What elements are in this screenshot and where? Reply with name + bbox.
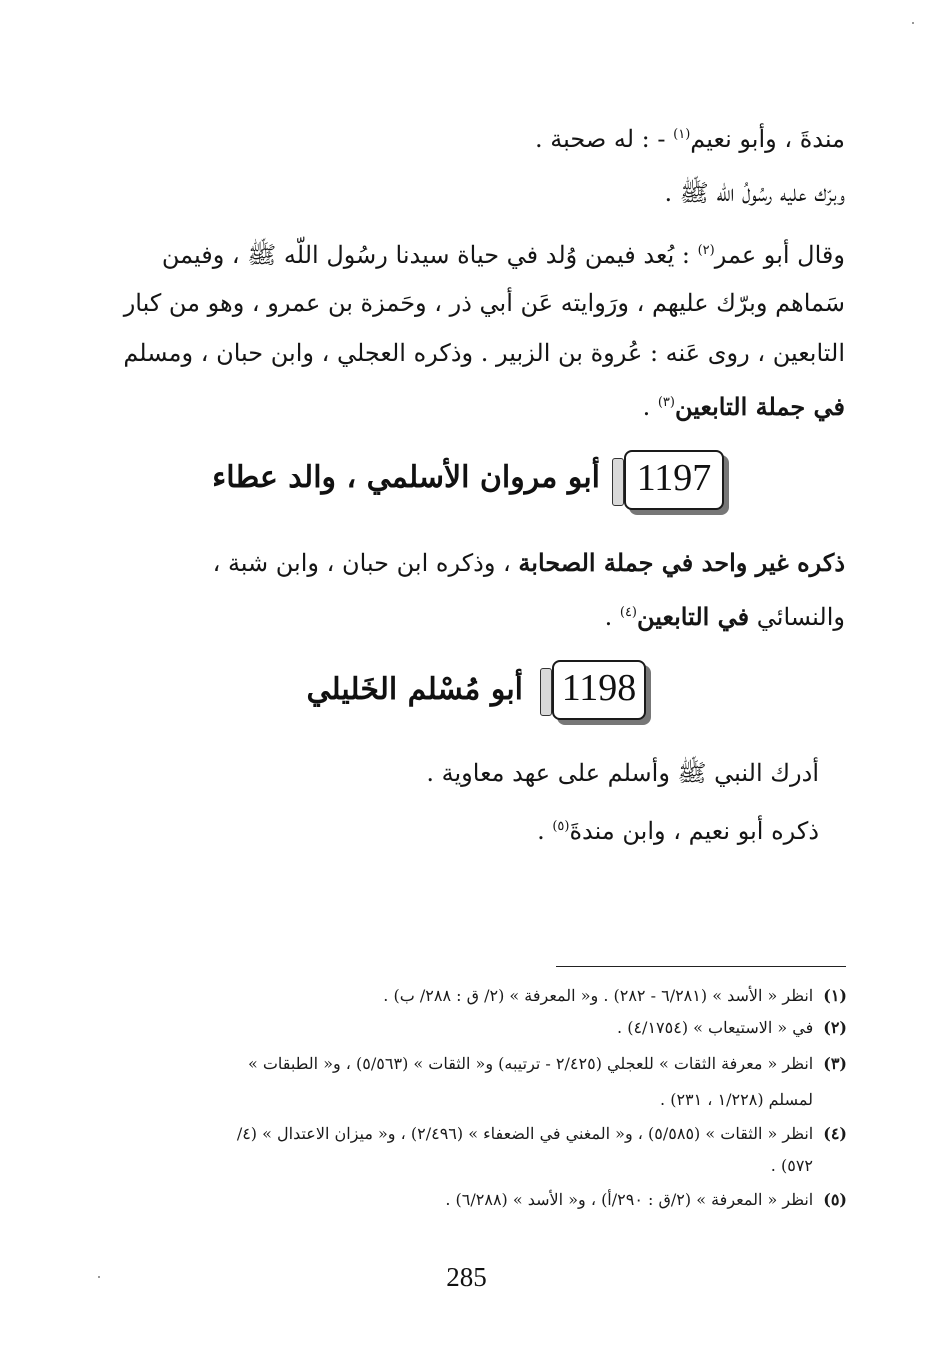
entry-title-1198: أبو مُسْلم الخَليلي: [306, 672, 523, 707]
body-line-6: في جملة التابعين$^{(٣)}$ .: [642, 392, 845, 421]
footnote-ref-3[interactable]: (٣): [657, 395, 675, 410]
body-line-3: وقال أبو عمر$^{(٢)}$ : يُعد فيمن وُلد في حياة سيدنا رسُول اللّه ﷺ ، وفيمن: [161, 241, 845, 269]
entry-number: 1198: [561, 667, 637, 709]
footnote-4-cont: ٥٧٢) .: [770, 1156, 813, 1175]
entry-1198-line-1: أدرك النبي ﷺ وأسلم على عهد معاوية .: [426, 759, 819, 787]
footnote-ref-2[interactable]: (٢): [697, 243, 715, 258]
body-line-4: سَماهم وبرّك عليهم ، ورَوايته عَن أبي ذر ، وحَمزة بن عمرو ، وهو من كبار: [123, 289, 845, 317]
body-line-5: التابعين ، روى عَنه : عُروة بن الزبير . وذكره العجلي ، وابن حبان ، ومسلم: [123, 339, 845, 367]
footnote-1: (١)انظر « الأسد » (٦/٢٨١ - ٢٨٢) . و« المعرفة » (٢/ ق : ٢٨٨/ ب) .: [383, 986, 847, 1005]
footnote-ref-1[interactable]: (١): [673, 127, 691, 142]
entry-box-bar: [540, 668, 552, 716]
footnote-ref-4[interactable]: (٤): [619, 605, 637, 620]
scan-speck: [912, 22, 914, 24]
entry-number: 1197: [636, 457, 712, 499]
entry-1198-line-2: ذكره أبو نعيم ، وابن مندةَ$^{(٥)}$ .: [537, 817, 819, 845]
entry-number-box-1197: [624, 450, 724, 510]
body-line-2: وبرّك عليه رسُولُ اللّه ﷺ .: [664, 179, 845, 207]
entry-number-box-1198: [552, 660, 646, 720]
entry-1197-line-1: ذكره غير واحد في جملة الصحابة ، وذكره ابن حبان ، وابن شبة ،: [212, 548, 845, 577]
footnote-5: (٥)انظر « المعرفة » (٢/ق : ٢٩٠/أ) ، و« الأسد » (٦/٢٨٨) .: [445, 1190, 847, 1209]
footnote-separator: [556, 966, 846, 967]
entry-1197-line-2: والنسائي في التابعين$^{(٤)}$ .: [604, 602, 845, 631]
entry-title-1197: أبو مروان الأسلمي ، والد عطاء: [212, 460, 600, 495]
footnote-4: (٤)انظر « الثقات » (٥/٥٨٥) ، و« المغني في الضعفاء » (٢/٤٩٦) ، و« ميزان الاعتدال » (٤/: [236, 1124, 847, 1143]
page-number: 285: [446, 1262, 487, 1292]
scan-speck: [98, 1276, 100, 1278]
footnote-ref-5[interactable]: (٥): [552, 819, 570, 834]
footnote-3-cont: لمسلم (١/٢٢٨ ، ٢٣١) .: [660, 1090, 813, 1109]
body-line-1: مندةَ ، وأبو نعيم$^{(١)}$ - : له صحبة .: [535, 125, 845, 153]
footnote-2: (٢)في « الاستيعاب » (٤/١٧٥٤) .: [617, 1018, 847, 1037]
footnote-3: (٣)انظر « معرفة الثقات » للعجلي (٢/٤٢٥ - ترتيبه) و« الثقات » (٥/٥٦٣) ، و« الطبقات »: [247, 1054, 847, 1073]
entry-box-bar: [612, 458, 624, 506]
